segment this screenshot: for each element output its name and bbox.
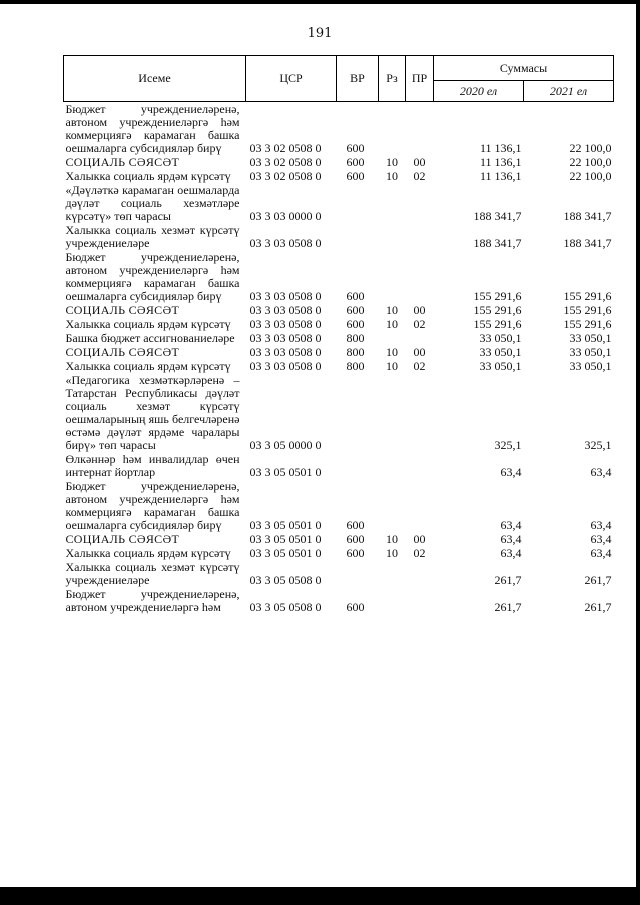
row-csr: 03 3 05 0508 0 — [249, 573, 322, 587]
row-rz — [379, 560, 406, 587]
row-pr: 00 — [413, 345, 426, 359]
header-year-2021: 2021 ел — [524, 81, 614, 102]
row-name: «Педагогика хезмәткәрләренә – Татарстан Республикасы дәүләт социаль хезмәт күрсәтү оешмаларының яшь белгечләренә өстәмә дәүләт ярдәме чаралары бирү» төп чарасы — [65, 373, 240, 452]
row-amount-2021: 188 341,7 — [563, 236, 612, 250]
row-pr — [406, 560, 434, 587]
table-row — [64, 345, 614, 359]
row-amount-2021: 155 291,6 — [563, 289, 612, 303]
row-csr: 03 3 03 0508 0 — [249, 289, 322, 303]
row-amount-2020: 325,1 — [494, 438, 522, 452]
header-year-2020: 2020 ел — [434, 81, 524, 102]
row-amount-2020: 33 050,1 — [479, 345, 522, 359]
row-csr: 03 3 05 0501 0 — [249, 532, 322, 546]
row-name: Бюджет учреждениеләренә, автоном учреждениеләргә һәм — [65, 587, 240, 614]
row-vr: 600 — [346, 169, 365, 183]
row-rz: 10 — [386, 532, 398, 546]
row-amount-2020: 11 136,1 — [479, 155, 522, 169]
row-csr: 03 3 03 0508 0 — [249, 236, 322, 250]
table-row — [64, 317, 614, 331]
budget-table — [63, 55, 614, 614]
row-pr — [406, 250, 434, 303]
row-vr: 600 — [346, 317, 365, 331]
row-rz — [379, 223, 406, 250]
page-number: 191 — [307, 26, 333, 41]
row-vr — [337, 452, 379, 479]
row-name: Бюджет учреждениеләренә, автоном учреждениеләргә һәм коммерциягә карамаган башка оешмаларга субсидияләр бирү — [65, 479, 240, 532]
row-vr: 800 — [346, 359, 365, 373]
row-rz — [379, 373, 406, 452]
row-vr — [337, 373, 379, 452]
row-pr: 00 — [413, 155, 426, 169]
row-amount-2020: 63,4 — [500, 532, 522, 546]
row-pr — [406, 223, 434, 250]
table-row — [64, 532, 614, 546]
table-header — [64, 56, 614, 102]
row-amount-2021: 188 341,7 — [563, 209, 612, 223]
table-row — [64, 560, 614, 587]
row-vr: 600 — [346, 600, 365, 614]
table-row — [64, 155, 614, 169]
row-amount-2021: 33 050,1 — [569, 359, 612, 373]
row-pr — [406, 587, 434, 614]
row-pr: 02 — [413, 169, 426, 183]
page-border-right — [636, 0, 640, 905]
table-row — [64, 359, 614, 373]
row-csr: 03 3 05 0508 0 — [249, 600, 322, 614]
row-csr: 03 3 02 0508 0 — [249, 169, 322, 183]
table-row — [64, 373, 614, 452]
row-amount-2020: 261,7 — [494, 573, 522, 587]
row-pr — [406, 331, 434, 345]
row-rz — [379, 452, 406, 479]
row-rz: 10 — [386, 169, 398, 183]
row-csr: 03 3 02 0508 0 — [249, 155, 322, 169]
row-pr — [406, 373, 434, 452]
row-name: Халыкка социаль ярдәм күрсәтү — [65, 317, 231, 331]
header-pr: ПР — [406, 56, 434, 102]
row-csr: 03 3 03 0508 0 — [249, 303, 322, 317]
row-rz: 10 — [386, 155, 398, 169]
row-rz: 10 — [386, 546, 398, 560]
row-vr: 600 — [346, 546, 365, 560]
row-name: Башка бюджет ассигнованиеләре — [65, 331, 235, 345]
row-amount-2020: 155 291,6 — [473, 303, 522, 317]
row-amount-2021: 22 100,0 — [569, 141, 612, 155]
row-amount-2020: 155 291,6 — [473, 289, 522, 303]
row-vr: 600 — [346, 155, 365, 169]
row-csr: 03 3 02 0508 0 — [249, 141, 322, 155]
row-pr: 00 — [413, 303, 426, 317]
row-vr — [337, 183, 379, 223]
row-csr: 03 3 05 0501 0 — [249, 518, 322, 532]
header-rz: Рз — [379, 56, 406, 102]
row-name: Халыкка социаль ярдәм күрсәтү — [65, 546, 231, 560]
table-body — [64, 102, 614, 615]
row-amount-2021: 63,4 — [590, 546, 612, 560]
table-row — [64, 102, 614, 156]
row-amount-2021: 22 100,0 — [569, 169, 612, 183]
table-row — [64, 169, 614, 183]
row-name: Халыкка социаль хезмәт күрсәтү учреждениеләре — [65, 560, 240, 587]
row-vr — [337, 223, 379, 250]
row-vr: 800 — [346, 345, 365, 359]
row-csr: 03 3 03 0508 0 — [249, 317, 322, 331]
row-vr: 800 — [346, 331, 365, 345]
row-amount-2020: 11 136,1 — [479, 169, 522, 183]
row-amount-2020: 11 136,1 — [479, 141, 522, 155]
row-csr: 03 3 05 0000 0 — [249, 438, 322, 452]
row-pr — [406, 479, 434, 532]
table-row — [64, 587, 614, 614]
row-pr: 02 — [413, 359, 426, 373]
row-pr: 00 — [413, 532, 426, 546]
page-border-bottom — [0, 887, 640, 905]
row-rz: 10 — [386, 359, 398, 373]
table-row — [64, 479, 614, 532]
row-amount-2021: 261,7 — [584, 600, 612, 614]
row-amount-2020: 63,4 — [500, 518, 522, 532]
row-name: Бюджет учреждениеләренә, автоном учреждениеләргә һәм коммерциягә карамаган башка оешмаларга субсидияләр бирү — [65, 102, 240, 155]
header-csr: ЦСР — [246, 56, 337, 102]
page-border-top — [0, 0, 640, 4]
header-name: Исеме — [64, 56, 246, 102]
row-pr — [406, 102, 434, 156]
table-row — [64, 183, 614, 223]
row-rz — [379, 250, 406, 303]
row-vr: 600 — [346, 289, 365, 303]
row-name: Бюджет учреждениеләренә, автоном учреждениеләргә һәм коммерциягә карамаган башка оешмаларга субсидияләр бирү — [65, 250, 240, 303]
header-sums: Суммасы — [434, 56, 614, 81]
row-pr — [406, 452, 434, 479]
row-name: СОЦИАЛЬ СӘЯСӘТ — [65, 345, 180, 359]
row-amount-2021: 155 291,6 — [563, 317, 612, 331]
header-vr: ВР — [337, 56, 379, 102]
row-name: СОЦИАЛЬ СӘЯСӘТ — [65, 303, 180, 317]
row-name: СОЦИАЛЬ СӘЯСӘТ — [65, 532, 180, 546]
row-amount-2021: 325,1 — [584, 438, 612, 452]
row-amount-2020: 63,4 — [500, 465, 522, 479]
row-amount-2020: 33 050,1 — [479, 359, 522, 373]
row-vr: 600 — [346, 518, 365, 532]
row-vr: 600 — [346, 141, 365, 155]
row-rz: 10 — [386, 345, 398, 359]
row-csr: 03 3 05 0501 0 — [249, 546, 322, 560]
row-csr: 03 3 03 0508 0 — [249, 331, 322, 345]
row-amount-2021: 63,4 — [590, 532, 612, 546]
row-pr: 02 — [413, 317, 426, 331]
row-csr: 03 3 03 0508 0 — [249, 359, 322, 373]
table-row — [64, 546, 614, 560]
row-pr: 02 — [413, 546, 426, 560]
row-pr — [406, 183, 434, 223]
row-amount-2021: 33 050,1 — [569, 331, 612, 345]
row-rz — [379, 183, 406, 223]
row-amount-2020: 188 341,7 — [473, 209, 522, 223]
row-amount-2021: 155 291,6 — [563, 303, 612, 317]
row-name: Халыкка социаль ярдәм күрсәтү — [65, 169, 231, 183]
row-amount-2020: 33 050,1 — [479, 331, 522, 345]
row-name: Халыкка социаль хезмәт күрсәтү учреждениеләре — [65, 223, 240, 250]
row-rz: 10 — [386, 303, 398, 317]
row-rz — [379, 331, 406, 345]
row-name: Өлкәннәр һәм инвалидлар өчен интернат йортлар — [65, 452, 240, 479]
row-vr: 600 — [346, 532, 365, 546]
table-row — [64, 250, 614, 303]
row-amount-2020: 261,7 — [494, 600, 522, 614]
row-amount-2021: 33 050,1 — [569, 345, 612, 359]
row-amount-2021: 63,4 — [590, 518, 612, 532]
row-amount-2021: 63,4 — [590, 465, 612, 479]
row-amount-2020: 188 341,7 — [473, 236, 522, 250]
row-csr: 03 3 05 0501 0 — [249, 465, 322, 479]
table-row — [64, 452, 614, 479]
row-amount-2021: 261,7 — [584, 573, 612, 587]
row-csr: 03 3 03 0000 0 — [249, 209, 322, 223]
row-name: Халыкка социаль ярдәм күрсәтү — [65, 359, 231, 373]
row-rz — [379, 587, 406, 614]
row-rz — [379, 479, 406, 532]
row-amount-2020: 63,4 — [500, 546, 522, 560]
row-amount-2021: 22 100,0 — [569, 155, 612, 169]
row-amount-2020: 155 291,6 — [473, 317, 522, 331]
table-row — [64, 303, 614, 317]
row-name: «Дәүләткә карамаган оешмаларда дәүләт социаль хезмәтләре күрсәтү» төп чарасы — [65, 183, 240, 223]
row-csr: 03 3 03 0508 0 — [249, 345, 322, 359]
row-vr — [337, 560, 379, 587]
row-rz: 10 — [386, 317, 398, 331]
row-vr: 600 — [346, 303, 365, 317]
row-name: СОЦИАЛЬ СӘЯСӘТ — [65, 155, 180, 169]
table-row — [64, 223, 614, 250]
row-rz — [379, 102, 406, 156]
table-row — [64, 331, 614, 345]
